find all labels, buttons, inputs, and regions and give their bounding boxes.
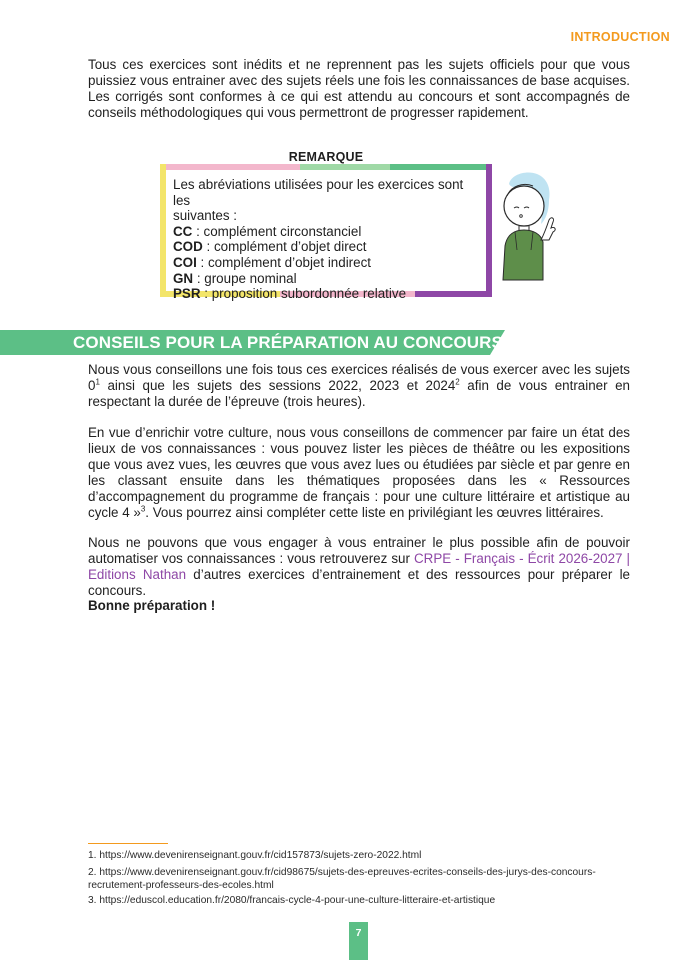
thinking-girl-illustration: [497, 170, 559, 285]
paragraph-text: afin de vous entrainer en respectant la durée de l’épreuve (trois heures).: [88, 377, 630, 409]
footnote-divider: [88, 843, 168, 844]
footnote-3: 3. https://eduscol.education.fr/2080/francais-cycle-4-pour-une-culture-litteraire-et-artistique: [88, 895, 496, 906]
remark-sep: :: [202, 239, 214, 255]
remark-abbr: COI: [173, 254, 197, 270]
page-number: 7: [349, 922, 368, 960]
remark-item: [173, 224, 483, 240]
footnote-ref-2: 2: [455, 377, 460, 387]
footnote-1: 1. https://www.devenirenseignant.gouv.fr/cid157873/sujets-zero-2022.html: [88, 850, 422, 861]
remark-desc: groupe nominal: [204, 270, 297, 286]
remark-abbr: COD: [173, 239, 203, 255]
remark-frame: [160, 164, 492, 302]
remark-abbr: CC: [173, 223, 193, 239]
intro-paragraph: Tous ces exercices sont inédits et ne reprennent pas les sujets officiels pour que vous puissiez vous entrainer avec des sujets réels une fois les connaissances de base acquises. Les corrigés sont conformes à ce qui est attendu au concours et sont accompagnés de conseils méthodologiques qui vous permettront de progresser rapidement.: [88, 57, 630, 120]
remark-sep: :: [192, 223, 204, 239]
footnote-ref-3: 3: [140, 504, 146, 514]
closing-line: Bonne préparation !: [88, 598, 216, 613]
remark-desc: proposition subordonnée relative: [211, 286, 407, 302]
remark-title: REMARQUE: [288, 150, 364, 164]
remark-sep: :: [200, 286, 212, 302]
remark-desc: complément circonstanciel: [203, 223, 362, 239]
remark-box: [160, 150, 492, 302]
section-title: CONSEILS POUR LA PRÉPARATION AU CONCOURS: [73, 333, 503, 352]
advice-paragraph-3: [88, 535, 630, 599]
remark-item: [173, 239, 483, 255]
paragraph-text: d’autres exercices d’entrainement et des ressources pour préparer le concours.: [88, 566, 630, 598]
advice-paragraph-1: [88, 362, 630, 410]
remark-abbr: GN: [173, 270, 194, 286]
remark-lead: Les abréviations utilisées pour les exercices sont les: [173, 177, 464, 208]
paragraph-text: Nous ne pouvons que vous engager à vous entrainer le plus possible afin de pouvoir automatiser vos connaissances : vous retrouverez sur: [88, 535, 630, 566]
remark-abbr: PSR: [173, 286, 201, 302]
remark-desc: complément d’objet indirect: [207, 254, 371, 270]
advice-paragraph-2: [88, 425, 630, 520]
paragraph-text: . Vous pourrez ainsi compléter cette liste en privilégiant les œuvres littéraires.: [145, 504, 604, 520]
remark-sep: :: [196, 254, 208, 270]
nathan-link[interactable]: CRPE - Français - Écrit 2026-2027 | Editions Nathan: [88, 550, 630, 582]
paragraph-text: En vue d’enrichir votre culture, nous vous conseillons de commencer par faire un état des lieux de vos connaissances : vous pouvez lister les pièces de théâtre ou les expositions que vous avez vues, les œuvres que vous avez lues ou étudiées par siècle et par genre en les classant ensuite dans les thématiques proposées dans les « Ressources d’accompagnement du programme de français : pour une culture littéraire et artistique au cycle 4 »: [88, 425, 630, 520]
header-label: INTRODUCTION: [570, 30, 670, 44]
footnote-2: 2. https://www.devenirenseignant.gouv.fr/cid98675/sujets-des-epreuves-ecrites-conseils-des-jurys-des-concours-recrutement-professeurs-des-ecoles.html: [88, 867, 596, 891]
paragraph-text: Nous vous conseillons une fois tous ces exercices réalisés de vous exercer avec les sujets 0: [88, 362, 630, 393]
footnote-ref-1: 1: [95, 377, 100, 387]
remark-item: [173, 286, 483, 302]
paragraph-text: ainsi que les sujets des sessions 2022, 2023 et 2024: [99, 377, 456, 393]
remark-desc: complément d’objet direct: [213, 239, 367, 255]
remark-item: [173, 271, 483, 287]
remark-lead: suivantes :: [173, 208, 238, 224]
remark-sep: :: [193, 270, 205, 286]
remark-content: [173, 177, 483, 302]
remark-item: [173, 255, 483, 271]
